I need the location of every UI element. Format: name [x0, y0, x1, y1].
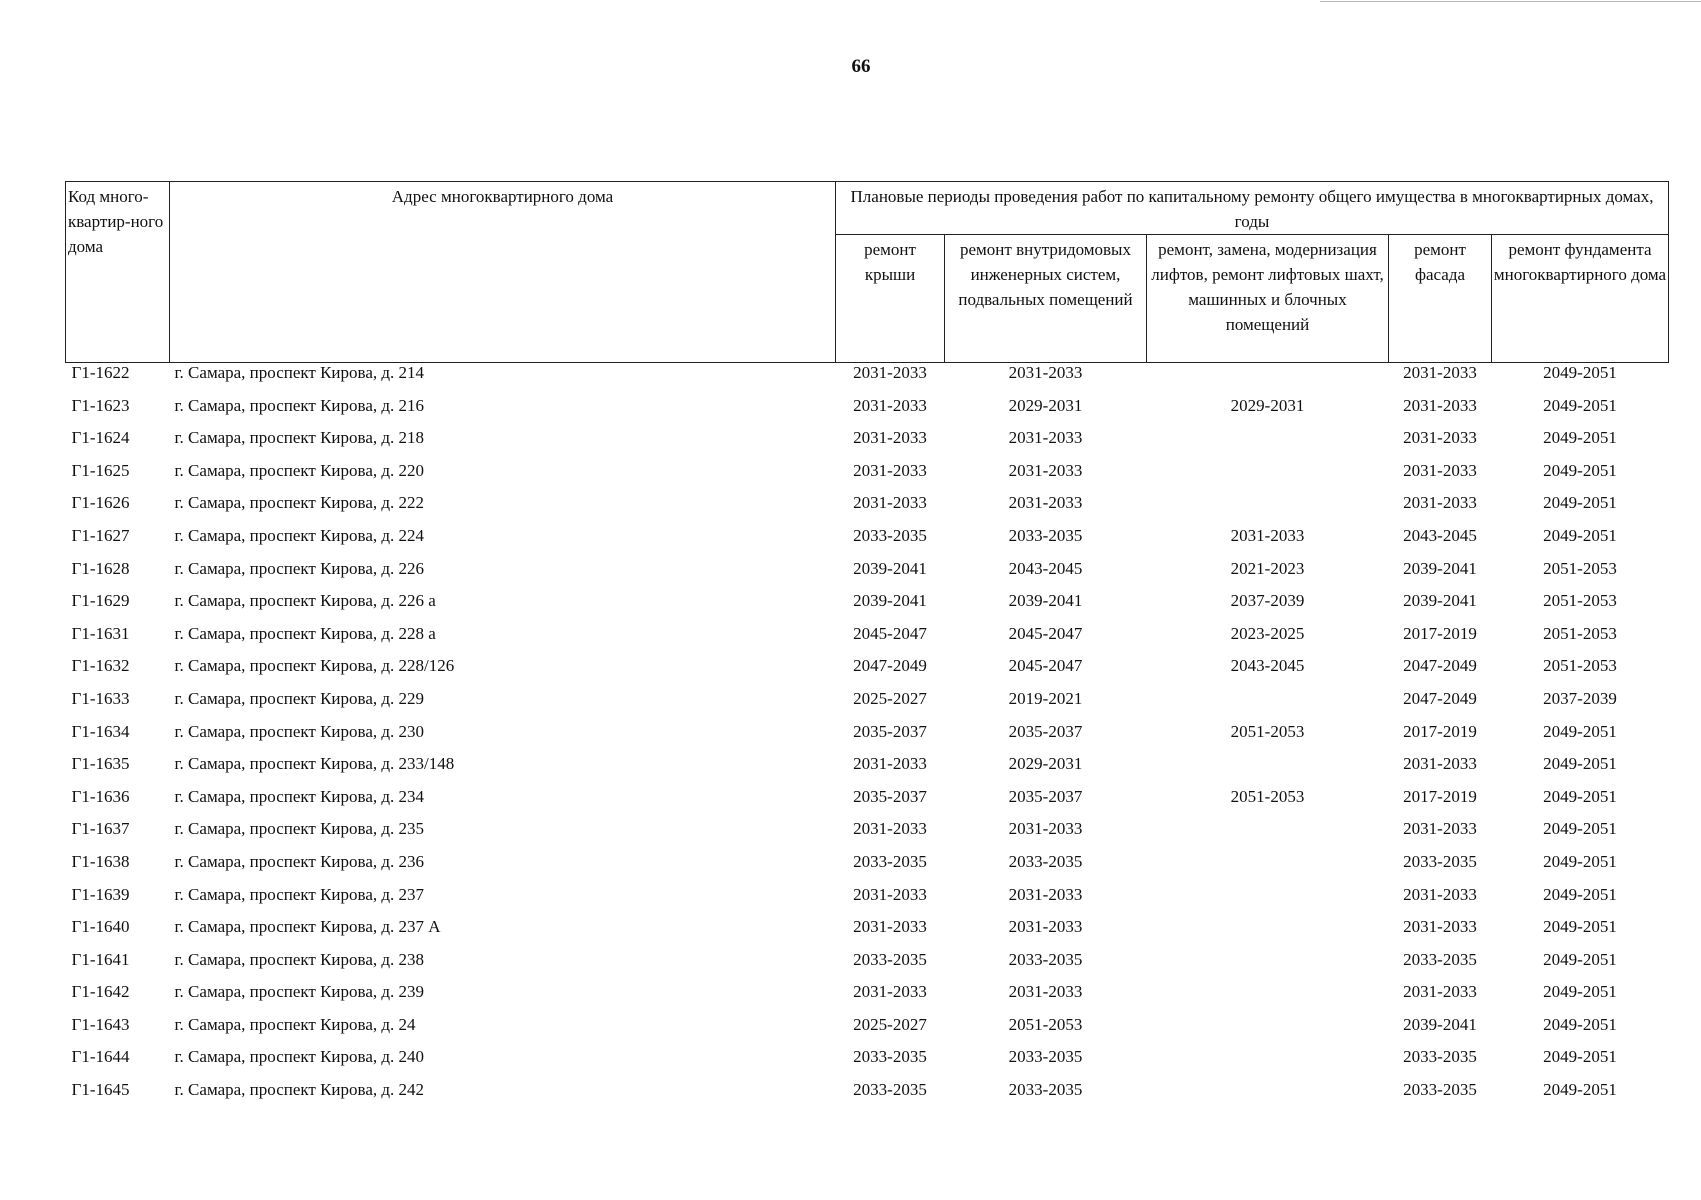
table-row [66, 917, 1669, 950]
lifts-period-cell [1147, 982, 1389, 1015]
systems-period-cell: 2031-2033 [1008, 917, 1083, 937]
address-cell: г. Самара, проспект Кирова, д. 228 а [174, 623, 436, 643]
facade-period-cell: 2039-2041 [1403, 1014, 1477, 1034]
roof-period-cell: 2039-2041 [853, 591, 927, 611]
house-code-cell: Г1-1624 [71, 428, 130, 448]
house-code-cell: Г1-1643 [71, 1014, 130, 1034]
foundation-period-cell: 2049-2051 [1543, 754, 1617, 774]
roof-period-cell: 2031-2033 [853, 363, 927, 382]
foundation-period-cell: 2049-2051 [1543, 884, 1617, 904]
address-cell: г. Самара, проспект Кирова, д. 220 [174, 460, 425, 480]
address-cell: г. Самара, проспект Кирова, д. 242 [174, 1080, 425, 1100]
address-cell: г. Самара, проспект Кирова, д. 236 [174, 851, 425, 871]
address-cell: г. Самара, проспект Кирова, д. 235 [174, 819, 425, 839]
systems-period-cell: 2031-2033 [1008, 460, 1083, 480]
house-code-cell: Г1-1637 [71, 819, 130, 839]
roof-period-cell: 2047-2049 [853, 656, 927, 676]
systems-period-cell: 2045-2047 [1008, 623, 1083, 643]
facade-period-cell: 2031-2033 [1403, 460, 1477, 480]
roof-period-cell: 2039-2041 [853, 558, 927, 578]
roof-period-cell: 2031-2033 [853, 982, 927, 1002]
table-row [66, 885, 1669, 918]
systems-period-cell: 2035-2037 [1008, 786, 1083, 806]
facade-period-cell: 2031-2033 [1403, 493, 1477, 513]
lifts-period-cell [1147, 885, 1389, 918]
capital-repair-table [65, 181, 1669, 1113]
systems-period-cell: 2029-2031 [1008, 754, 1083, 774]
lifts-period-cell: 2029-2031 [1230, 395, 1305, 415]
table-row [66, 982, 1669, 1015]
lifts-period-cell [1147, 1080, 1389, 1113]
roof-period-cell: 2031-2033 [853, 819, 927, 839]
systems-period-cell: 2031-2033 [1008, 493, 1083, 513]
systems-period-cell: 2033-2035 [1008, 1047, 1083, 1067]
facade-period-cell: 2031-2033 [1403, 917, 1477, 937]
foundation-period-cell: 2049-2051 [1543, 428, 1617, 448]
house-code-cell: Г1-1625 [71, 460, 130, 480]
house-code-cell: Г1-1635 [71, 754, 130, 774]
roof-period-cell: 2033-2035 [853, 851, 927, 871]
house-code-cell: Г1-1626 [71, 493, 130, 513]
foundation-period-cell: 2049-2051 [1543, 1047, 1617, 1067]
roof-period-cell: 2035-2037 [853, 721, 927, 741]
roof-period-cell: 2033-2035 [853, 949, 927, 969]
foundation-period-cell: 2049-2051 [1543, 1080, 1617, 1100]
table-row [66, 396, 1669, 429]
roof-period-cell: 2031-2033 [853, 884, 927, 904]
header-roof: ремонт крыши [836, 235, 945, 363]
house-code-cell: Г1-1628 [71, 558, 130, 578]
foundation-period-cell: 2049-2051 [1543, 460, 1617, 480]
facade-period-cell: 2031-2033 [1403, 884, 1477, 904]
roof-period-cell: 2031-2033 [853, 754, 927, 774]
facade-period-cell: 2031-2033 [1403, 982, 1477, 1002]
roof-period-cell: 2025-2027 [853, 688, 927, 708]
table-row [66, 559, 1669, 592]
lifts-period-cell [1147, 493, 1389, 526]
foundation-period-cell: 2049-2051 [1543, 525, 1617, 545]
systems-period-cell: 2029-2031 [1008, 395, 1083, 415]
house-code-cell: Г1-1627 [71, 525, 130, 545]
address-cell: г. Самара, проспект Кирова, д. 224 [174, 525, 425, 545]
systems-period-cell: 2035-2037 [1008, 721, 1083, 741]
lifts-period-cell: 2023-2025 [1230, 623, 1305, 643]
table-body [66, 363, 1669, 1113]
header-address: Адрес многоквартирного дома [170, 182, 836, 363]
lifts-period-cell [1147, 363, 1389, 396]
roof-period-cell: 2033-2035 [853, 525, 927, 545]
systems-period-cell: 2031-2033 [1008, 819, 1083, 839]
house-code-cell: Г1-1631 [71, 623, 130, 643]
facade-period-cell: 2031-2033 [1403, 754, 1477, 774]
facade-period-cell: 2031-2033 [1403, 395, 1477, 415]
foundation-period-cell: 2051-2053 [1543, 558, 1617, 578]
house-code-cell: Г1-1636 [71, 786, 130, 806]
header-foundation: ремонт фундамента многоквартирного дома [1492, 235, 1669, 363]
facade-period-cell: 2039-2041 [1403, 558, 1477, 578]
roof-period-cell: 2031-2033 [853, 917, 927, 937]
address-cell: г. Самара, проспект Кирова, д. 226 [174, 558, 425, 578]
systems-period-cell: 2031-2033 [1008, 428, 1083, 448]
address-cell: г. Самара, проспект Кирова, д. 222 [174, 493, 425, 513]
house-code-cell: Г1-1639 [71, 884, 130, 904]
foundation-period-cell: 2049-2051 [1543, 786, 1617, 806]
facade-period-cell: 2017-2019 [1403, 786, 1477, 806]
lifts-period-cell [1147, 819, 1389, 852]
address-cell: г. Самара, проспект Кирова, д. 234 [174, 786, 425, 806]
lifts-period-cell [1147, 428, 1389, 461]
foundation-period-cell: 2049-2051 [1543, 851, 1617, 871]
facade-period-cell: 2017-2019 [1403, 623, 1477, 643]
lifts-period-cell: 2043-2045 [1230, 656, 1305, 676]
table-row [66, 950, 1669, 983]
roof-period-cell: 2033-2035 [853, 1047, 927, 1067]
house-code-cell: Г1-1640 [71, 917, 130, 937]
lifts-period-cell [1147, 1015, 1389, 1048]
roof-period-cell: 2033-2035 [853, 1080, 927, 1100]
table-row [66, 1047, 1669, 1080]
table-row [66, 428, 1669, 461]
table-row [66, 689, 1669, 722]
house-code-cell: Г1-1632 [71, 656, 130, 676]
table-row [66, 656, 1669, 689]
table-row [66, 1015, 1669, 1048]
lifts-period-cell [1147, 461, 1389, 494]
table-row [66, 493, 1669, 526]
systems-period-cell: 2031-2033 [1008, 363, 1083, 382]
table-row [66, 363, 1669, 396]
house-code-cell: Г1-1633 [71, 688, 130, 708]
systems-period-cell: 2019-2021 [1008, 688, 1083, 708]
facade-period-cell: 2039-2041 [1403, 591, 1477, 611]
table-row [66, 461, 1669, 494]
facade-period-cell: 2033-2035 [1403, 949, 1477, 969]
systems-period-cell: 2039-2041 [1008, 591, 1083, 611]
house-code-cell: Г1-1642 [71, 982, 130, 1002]
lifts-period-cell [1147, 754, 1389, 787]
house-code-cell: Г1-1645 [71, 1080, 130, 1100]
systems-period-cell: 2033-2035 [1008, 1080, 1083, 1100]
lifts-period-cell: 2021-2023 [1230, 558, 1305, 578]
page-number: 66 [851, 56, 871, 77]
address-cell: г. Самара, проспект Кирова, д. 237 А [174, 917, 441, 937]
address-cell: г. Самара, проспект Кирова, д. 233/148 [174, 754, 455, 774]
facade-period-cell: 2043-2045 [1403, 525, 1477, 545]
foundation-period-cell: 2037-2039 [1543, 688, 1617, 708]
systems-period-cell: 2033-2035 [1008, 525, 1083, 545]
house-code-cell: Г1-1622 [71, 363, 130, 382]
table-row [66, 722, 1669, 755]
header-planned-periods: Плановые периоды проведения работ по капитальному ремонту общего имущества в многоквартирных домах, годы [836, 182, 1669, 235]
table-row [66, 1080, 1669, 1113]
address-cell: г. Самара, проспект Кирова, д. 226 а [174, 591, 436, 611]
lifts-period-cell: 2051-2053 [1230, 721, 1305, 741]
facade-period-cell: 2031-2033 [1403, 819, 1477, 839]
header-facade: ремонт фасада [1389, 235, 1492, 363]
address-cell: г. Самара, проспект Кирова, д. 216 [174, 395, 425, 415]
house-code-cell: Г1-1623 [71, 395, 130, 415]
systems-period-cell: 2051-2053 [1008, 1014, 1083, 1034]
lifts-period-cell [1147, 852, 1389, 885]
facade-period-cell: 2047-2049 [1403, 656, 1477, 676]
table-row [66, 624, 1669, 657]
header-systems: ремонт внутридомовых инженерных систем, подвальных помещений [945, 235, 1147, 363]
address-cell: г. Самара, проспект Кирова, д. 238 [174, 949, 425, 969]
roof-period-cell: 2035-2037 [853, 786, 927, 806]
systems-period-cell: 2031-2033 [1008, 884, 1083, 904]
foundation-period-cell: 2051-2053 [1543, 623, 1617, 643]
lifts-period-cell [1147, 917, 1389, 950]
house-code-cell: Г1-1634 [71, 721, 130, 741]
house-code-cell: Г1-1641 [71, 949, 130, 969]
facade-period-cell: 2033-2035 [1403, 1047, 1477, 1067]
lifts-period-cell [1147, 950, 1389, 983]
lifts-period-cell: 2037-2039 [1230, 591, 1305, 611]
foundation-period-cell: 2049-2051 [1543, 982, 1617, 1002]
address-cell: г. Самара, проспект Кирова, д. 218 [174, 428, 425, 448]
systems-period-cell: 2043-2045 [1008, 558, 1083, 578]
roof-period-cell: 2031-2033 [853, 493, 927, 513]
facade-period-cell: 2033-2035 [1403, 1080, 1477, 1100]
house-code-cell: Г1-1629 [71, 591, 130, 611]
facade-period-cell: 2017-2019 [1403, 721, 1477, 741]
foundation-period-cell: 2049-2051 [1543, 819, 1617, 839]
foundation-period-cell: 2049-2051 [1543, 917, 1617, 937]
facade-period-cell: 2047-2049 [1403, 688, 1477, 708]
address-cell: г. Самара, проспект Кирова, д. 24 [174, 1014, 416, 1034]
house-code-cell: Г1-1644 [71, 1047, 130, 1067]
facade-period-cell: 2031-2033 [1403, 363, 1477, 382]
lifts-period-cell [1147, 689, 1389, 722]
roof-period-cell: 2031-2033 [853, 428, 927, 448]
address-cell: г. Самара, проспект Кирова, д. 229 [174, 688, 425, 708]
facade-period-cell: 2033-2035 [1403, 851, 1477, 871]
roof-period-cell: 2045-2047 [853, 623, 927, 643]
address-cell: г. Самара, проспект Кирова, д. 230 [174, 721, 425, 741]
foundation-period-cell: 2051-2053 [1543, 656, 1617, 676]
foundation-period-cell: 2049-2051 [1543, 1014, 1617, 1034]
address-cell: г. Самара, проспект Кирова, д. 240 [174, 1047, 425, 1067]
lifts-period-cell [1147, 1047, 1389, 1080]
scan-edge-line [1320, 1, 1701, 2]
table-row [66, 591, 1669, 624]
roof-period-cell: 2031-2033 [853, 395, 927, 415]
foundation-period-cell: 2049-2051 [1543, 721, 1617, 741]
foundation-period-cell: 2051-2053 [1543, 591, 1617, 611]
systems-period-cell: 2031-2033 [1008, 982, 1083, 1002]
header-lifts: ремонт, замена, модернизация лифтов, ремонт лифтовых шахт, машинных и блочных помещений [1147, 235, 1389, 363]
foundation-period-cell: 2049-2051 [1543, 395, 1617, 415]
lifts-period-cell: 2051-2053 [1230, 786, 1305, 806]
address-cell: г. Самара, проспект Кирова, д. 239 [174, 982, 425, 1002]
roof-period-cell: 2025-2027 [853, 1014, 927, 1034]
roof-period-cell: 2031-2033 [853, 460, 927, 480]
table-row [66, 526, 1669, 559]
systems-period-cell: 2045-2047 [1008, 656, 1083, 676]
systems-period-cell: 2033-2035 [1008, 949, 1083, 969]
systems-period-cell: 2033-2035 [1008, 851, 1083, 871]
address-cell: г. Самара, проспект Кирова, д. 237 [174, 884, 425, 904]
address-cell: г. Самара, проспект Кирова, д. 228/126 [174, 656, 455, 676]
foundation-period-cell: 2049-2051 [1543, 493, 1617, 513]
table-row [66, 787, 1669, 820]
foundation-period-cell: 2049-2051 [1543, 363, 1617, 382]
header-code: Код много-квартир-ного дома [66, 182, 170, 363]
house-code-cell: Г1-1638 [71, 851, 130, 871]
table-row [66, 819, 1669, 852]
table-row [66, 754, 1669, 787]
lifts-period-cell: 2031-2033 [1230, 525, 1305, 545]
facade-period-cell: 2031-2033 [1403, 428, 1477, 448]
foundation-period-cell: 2049-2051 [1543, 949, 1617, 969]
table-row [66, 852, 1669, 885]
address-cell: г. Самара, проспект Кирова, д. 214 [174, 363, 425, 382]
